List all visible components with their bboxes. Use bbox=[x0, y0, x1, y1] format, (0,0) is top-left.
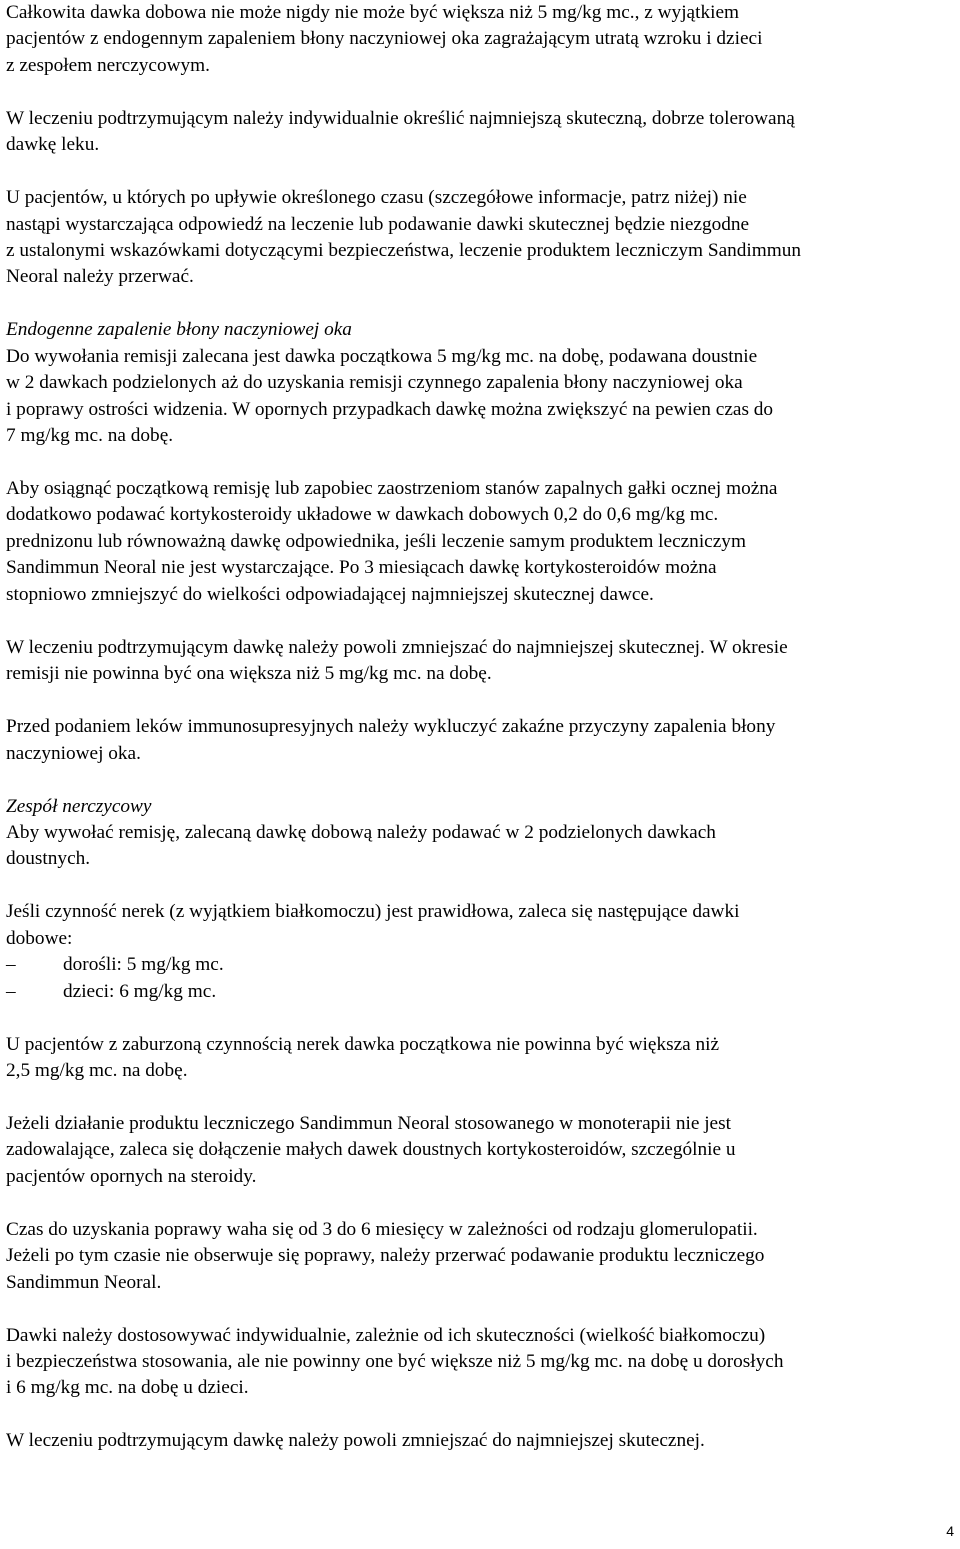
list-item bbox=[6, 952, 956, 978]
paragraph-dose-adjustment bbox=[6, 1323, 956, 1402]
text-line: z zespołem nerczycowym. bbox=[6, 54, 210, 76]
text-line: Aby osiągnąć początkową remisję lub zapobiec zaostrzeniom stanów zapalnych gałki ocznej można bbox=[6, 478, 778, 500]
paragraph-normal-renal-function bbox=[6, 899, 956, 952]
list-item-text: dzieci: 6 mg/kg mc. bbox=[63, 980, 217, 1002]
text-line: W leczeniu podtrzymującym dawkę należy powoli zmniejszać do najmniejszej skutecznej. bbox=[6, 1430, 705, 1452]
text-line: z ustalonymi wskazówkami dotyczącymi bezpieczeństwa, leczenie produktem leczniczym Sandimmun bbox=[6, 240, 802, 262]
text-line: W leczeniu podtrzymującym należy indywidualnie określić najmniejszą skuteczną, dobrze tolerowaną bbox=[6, 107, 795, 129]
paragraph-nephrotic-maintenance bbox=[6, 1428, 956, 1454]
text-line: Przed podaniem leków immunosupresyjnych należy wykluczyć zakaźne przyczyny zapalenia błony bbox=[6, 716, 776, 738]
text-line: pacjentów opornych na steroidy. bbox=[6, 1165, 257, 1187]
page-number: 4 bbox=[946, 1523, 954, 1539]
text-line: nastąpi wystarczająca odpowiedź na leczenie lub podawanie dawki skutecznej będzie niezgodne bbox=[6, 213, 750, 235]
text-line: Czas do uzyskania poprawy waha się od 3 do 6 miesięcy w zależności od rodzaju glomerulopatii. bbox=[6, 1218, 758, 1240]
list-item bbox=[6, 979, 956, 1005]
section-heading-uveitis: Endogenne zapalenie błony naczyniowej oka bbox=[6, 319, 352, 341]
paragraph-uveitis-maintenance bbox=[6, 635, 956, 688]
dash-bullet: – bbox=[6, 980, 16, 1002]
document-page bbox=[6, 0, 956, 1455]
text-line: Sandimmun Neoral. bbox=[6, 1271, 162, 1293]
text-line: dobowe: bbox=[6, 927, 73, 949]
text-line: Do wywołania remisji zalecana jest dawka początkowa 5 mg/kg mc. na dobę, podawana doustnie bbox=[6, 345, 758, 367]
text-line: dawkę leku. bbox=[6, 134, 100, 156]
paragraph-uveitis-initial-dose bbox=[6, 344, 956, 450]
text-line: U pacjentów z zaburzoną czynnością nerek dawka początkowa nie powinna być większa niż bbox=[6, 1033, 720, 1055]
dash-bullet: – bbox=[6, 954, 16, 976]
text-line: Jeśli czynność nerek (z wyjątkiem białkomoczu) jest prawidłowa, zaleca się następujące dawki bbox=[6, 901, 740, 923]
text-line: doustnych. bbox=[6, 848, 91, 870]
text-line: i 6 mg/kg mc. na dobę u dzieci. bbox=[6, 1377, 249, 1399]
text-line: i bezpieczeństwa stosowania, ale nie powinny one być większe niż 5 mg/kg mc. na dobę u dorosłych bbox=[6, 1350, 784, 1372]
text-line: prednizonu lub równoważną dawkę odpowiednika, jeśli leczenie samym produktem leczniczym bbox=[6, 530, 746, 552]
text-line: 2,5 mg/kg mc. na dobę. bbox=[6, 1059, 188, 1081]
paragraph-impaired-renal-function bbox=[6, 1032, 956, 1085]
text-line: remisji nie powinna być ona większa niż 5 mg/kg mc. na dobę. bbox=[6, 663, 492, 685]
text-line: W leczeniu podtrzymującym dawkę należy powoli zmniejszać do najmniejszej skutecznej. W okresie bbox=[6, 636, 788, 658]
text-line: Jeżeli działanie produktu leczniczego Sandimmun Neoral stosowanego w monoterapii nie jest bbox=[6, 1112, 731, 1134]
text-line: dodatkowo podawać kortykosteroidy układowe w dawkach dobowych 0,2 do 0,6 mg/kg mc. bbox=[6, 504, 719, 526]
text-line: Neoral należy przerwać. bbox=[6, 266, 194, 288]
text-line: Całkowita dawka dobowa nie może nigdy nie może być większa niż 5 mg/kg mc., z wyjątkiem bbox=[6, 2, 740, 23]
text-line: Aby wywołać remisję, zalecaną dawkę dobową należy podawać w 2 podzielonych dawkach bbox=[6, 821, 716, 843]
text-line: naczyniowej oka. bbox=[6, 742, 141, 764]
text-line: w 2 dawkach podzielonych aż do uzyskania remisji czynnego zapalenia błony naczyniowej oka bbox=[6, 372, 743, 394]
paragraph-remission-dose bbox=[6, 820, 956, 873]
paragraph-infectious-causes bbox=[6, 714, 956, 767]
paragraph-monotherapy bbox=[6, 1111, 956, 1190]
paragraph-discontinuation bbox=[6, 185, 956, 291]
dose-list bbox=[6, 952, 956, 1005]
paragraph-max-daily-dose bbox=[6, 0, 956, 79]
text-line: Jeżeli po tym czasie nie obserwuje się poprawy, należy przerwać podawanie produktu leczniczego bbox=[6, 1245, 765, 1267]
text-line: Sandimmun Neoral nie jest wystarczające. Po 3 miesiącach dawkę kortykosteroidów można bbox=[6, 557, 717, 579]
text-line: pacjentów z endogennym zapaleniem błony naczyniowej oka zagrażającym utratą wzroku i dzieci bbox=[6, 28, 763, 50]
text-line: zadowalające, zaleca się dołączenie małych dawek doustnych kortykosteroidów, szczególnie u bbox=[6, 1139, 736, 1161]
text-line: i poprawy ostrości widzenia. W opornych przypadkach dawkę można zwiększyć na pewien czas do bbox=[6, 398, 774, 420]
section-heading-nephrotic-syndrome: Zespół nerczycowy bbox=[6, 795, 152, 817]
list-item-text: dorośli: 5 mg/kg mc. bbox=[63, 954, 224, 976]
text-line: U pacjentów, u których po upływie określonego czasu (szczegółowe informacje, patrz niżej) nie bbox=[6, 187, 747, 209]
paragraph-time-to-improvement bbox=[6, 1217, 956, 1296]
text-line: stopniowo zmniejszyć do wielkości odpowiadającej najmniejszej skutecznej dawce. bbox=[6, 583, 654, 605]
text-line: Dawki należy dostosowywać indywidualnie, zależnie od ich skuteczności (wielkość białkomoczu) bbox=[6, 1324, 766, 1346]
paragraph-maintenance bbox=[6, 106, 956, 159]
paragraph-corticosteroids bbox=[6, 476, 956, 608]
text-line: 7 mg/kg mc. na dobę. bbox=[6, 425, 174, 447]
